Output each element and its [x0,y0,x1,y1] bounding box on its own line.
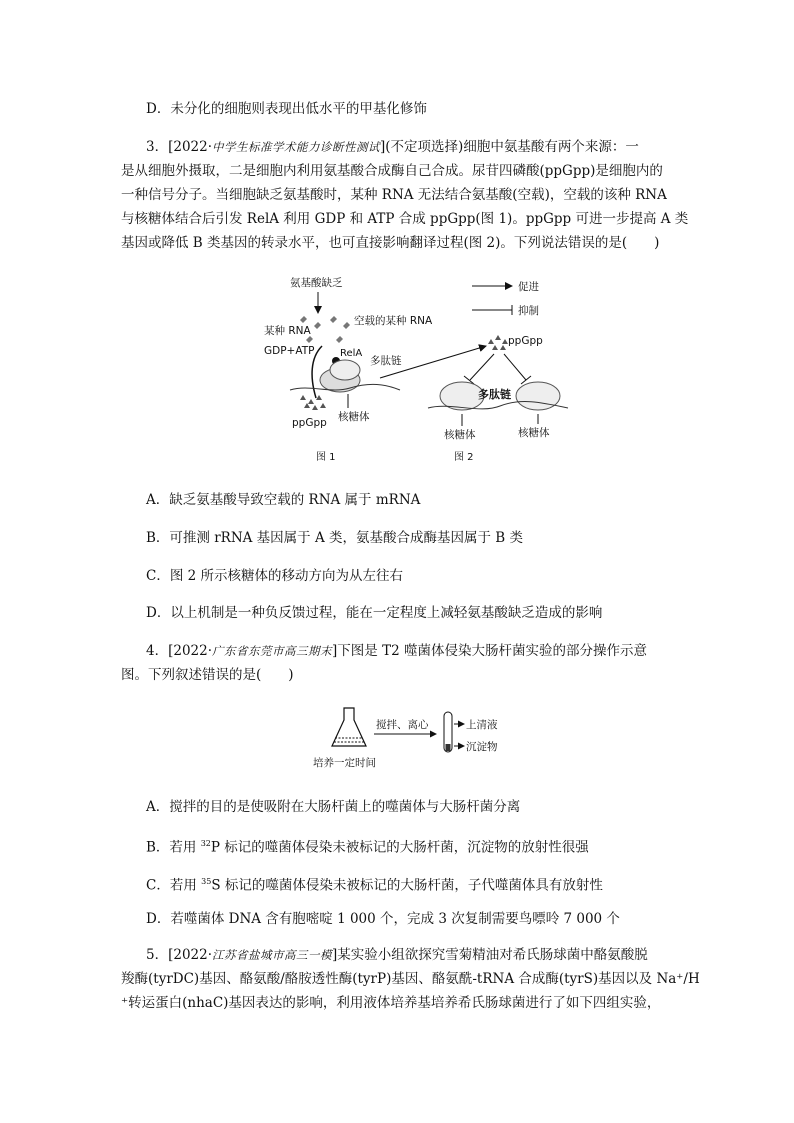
label-ribosome-2b: 核糖体 [518,427,550,439]
q5-stem-line-3: ⁺转运蛋白(nhaC)基因表达的影响，利用液体培养基培养希氏肠球菌进行了如下四组实验， [121,995,661,1011]
legend-promote: 促进 [518,281,539,293]
question-number: 4． [146,643,169,659]
source-open: [2022· [168,643,213,659]
q3-stem-line-3: 一种信号分子。当细胞缺乏氨基酸时，某种 RNA 无法结合氨基酸(空载)，空载的该种 RNA [121,187,667,203]
q4-option-d: D．若噬菌体 DNA 含有胞嘧啶 1 000 个，完成 3 次复制需要鸟嘌呤 7 000 个 [146,911,620,927]
q3-stem-line-2: 是从细胞外摄取，二是细胞内利用氨基酸合成酶自己合成。尿苷四磷酸(ppGpp)是细胞内的 [121,163,663,179]
label-fig1: 图 1 [316,452,336,463]
q3-stem-line-1 [146,137,639,157]
label-stir: 搅拌、离心 [376,719,429,731]
label-peptide-2: 多肽链 [478,388,511,401]
sediment-fill [446,744,451,751]
q4-stem-line-1 [146,641,647,661]
isotope-mass: 35 [201,877,212,886]
label-empty-rna: 空载的某种 RNA [354,315,433,327]
ppgpp-dots-2 [488,335,508,350]
q4-stem-line-2: 图。下列叙述错误的是( ) [121,667,294,683]
source-name: 广东省东莞市高三期末 [212,644,333,658]
q3-option-c: C．图 2 所示核糖体的移动方向为从左往右 [146,568,404,584]
option-text: B．若用 [146,839,201,856]
label-rela: RelA [340,348,363,359]
q3-stem-line-4: 与核糖体结合后引发 RelA 利用 GDP 和 ATP 合成 ppGpp(图 1)。ppGpp 可进一步提高 A 类 [121,211,689,227]
q4-option-c [146,872,603,896]
label-culture: 培养一定时间 [313,757,376,769]
q4-option-b [146,834,589,858]
q5-stem-line-1 [146,945,648,965]
q3-stem-line-5: 基因或降低 B 类基因的转录水平，也可直接影响翻译过程(图 2)。下列说法错误的是( ) [121,235,660,251]
stem-text: 某实验小组欲探究雪菊精油对希氏肠球菌中酪氨酸脱 [337,947,648,963]
q3-option-b: B．可推测 rRNA 基因属于 A 类，氨基酸合成酶基因属于 B 类 [146,530,524,546]
flask-icon [332,708,366,746]
isotope-mass: 32 [200,839,211,848]
label-fig2: 图 2 [454,452,474,463]
source-close: ](不定项选择) [380,139,464,155]
source-name: 江苏省盐城市高三一模 [212,948,333,962]
stem-text: 细胞中氨基酸有两个来源：一 [463,139,639,155]
q4-option-a: A．搅拌的目的是使吸附在大肠杆菌上的噬菌体与大肠杆菌分离 [146,799,521,815]
inhibit-line-left [470,354,494,380]
source-open: [2022· [168,947,213,963]
q3-option-d: D．以上机制是一种负反馈过程，能在一定程度上减轻氨基酸缺乏造成的影响 [146,605,603,621]
source-close: ] [332,947,338,963]
source-name: 中学生标准学术能力诊断性测试 [212,140,381,154]
option-text: P 标记的噬菌体侵染未被标记的大肠杆菌，沉淀物的放射性很强 [210,839,589,856]
option-text: C．若用 [146,877,202,894]
q3-option-a: A．缺乏氨基酸导致空载的 RNA 属于 mRNA [146,492,421,508]
label-some-rna: 某种 RNA [264,325,311,337]
legend-inhibit: 抑制 [518,305,539,317]
stem-text: 下图是 T2 噬菌体侵染大肠杆菌实验的部分操作示意 [337,643,647,659]
label-peptide-1: 多肽链 [370,355,402,367]
ribosome-2b [516,382,560,410]
question-number: 3． [146,139,169,155]
source-close: ] [332,643,338,659]
label-ribosome-2a: 核糖体 [444,429,476,441]
label-sediment: 沉淀物 [466,741,498,753]
label-ppgpp-2: ppGpp [508,335,543,347]
source-open: [2022· [168,139,213,155]
q3-figure [250,268,570,468]
option-text: S 标记的噬菌体侵染未被标记的大肠杆菌，子代噬菌体具有放射性 [211,877,603,894]
label-supernatant: 上清液 [466,719,498,731]
q5-stem-line-2: 羧酶(tyrDC)基因、酪氨酸/酪胺透性酶(tyrP)基因、酪氨酰-tRNA 合成酶(tyrS)基因以及 Na⁺/H [121,971,700,987]
ribosome-1-large [330,360,360,380]
ppgpp-dots-1 [300,395,326,410]
label-ppgpp-1: ppGpp [292,417,327,429]
label-gdp-atp: GDP+ATP [264,345,315,357]
inhibit-line-right [504,354,526,380]
q2-option-d: D．未分化的细胞则表现出低水平的甲基化修饰 [146,101,427,117]
label-ribosome-1: 核糖体 [338,411,370,423]
label-lack-amino-acid: 氨基酸缺乏 [290,277,343,289]
question-number: 5． [146,947,169,963]
q4-figure [310,702,510,770]
